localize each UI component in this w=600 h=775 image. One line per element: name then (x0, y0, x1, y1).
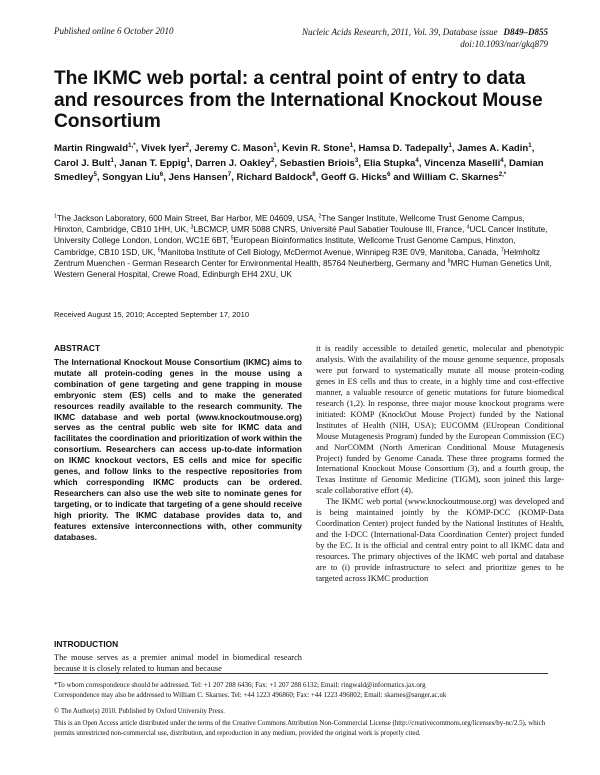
author-affiliation-mark: 7 (227, 171, 232, 178)
author-name: Richard Baldock (236, 172, 313, 184)
author-name: Elia Stupka (363, 157, 416, 169)
author-name: Carol J. Bult (54, 157, 111, 169)
author-affiliation-mark: 1 (349, 141, 354, 149)
abstract-heading: ABSTRACT (54, 343, 101, 353)
author-name: Darren J. Oakley (195, 157, 271, 169)
affiliation-number: 7 (500, 246, 504, 253)
affiliation-text: MRC Human Genetics Unit, Western General Hospital, Crewe Road, Edinburgh EH4 2XU, UK (54, 258, 552, 280)
right-column-text (316, 344, 564, 585)
author-affiliation-mark: 4 (415, 156, 419, 164)
copyright-line: © The Author(s) 2010. Published by Oxford University Press. (54, 708, 225, 715)
author-name: Damian Smedley (54, 157, 544, 184)
author-affiliation-mark: 1 (186, 156, 190, 164)
footnote-line: *To whom correspondence should be addressed. Tel: +1 207 288 6436; Fax: +1 207 288 6132; Email: ringwald@informatics.jax.org (54, 681, 426, 689)
author-affiliation-mark: 1 (528, 141, 532, 149)
author-name: Hamsa D. Tadepally (358, 143, 449, 154)
author-affiliation-mark: 1 (273, 141, 277, 149)
journal-name: Nucleic Acids Research, 2011, Vol. 39, Database issue (301, 27, 498, 37)
affiliation-number: 1 (54, 213, 57, 220)
publication-date: Published online 6 October 2010 (54, 26, 174, 36)
body-paragraph: The IKMC web portal (www.knockoutmouse.org) was developed and is being maintained jointly by the KOMP-DCC (KOMP-Data Coordination Center) project funded by the National Institutes of Health, and the I-DCC (International-Data Coordination Center) project funded by the EC. It is the official and central entry point to all IKMC data and resources. The primary objectives of the IKMC web portal and database are to (i) provide infrastructure to select and prioritize genes to be targeted across IKMC production (316, 497, 564, 584)
license-text: This is an Open Access article distributed under the terms of the Creative Commons Attribution Non-Commercial License (http://creativecommons.org/licenses/by-nc/2.5), which permits unrestricted non-commercial use, distribution, and reproduction in any medium, provided the original work is properly cited. (54, 720, 546, 737)
abstract-text: The International Knockout Mouse Consortium (IKMC) aims to mutate all protein-coding genes in the mouse using a combination of gene targeting and gene trapping in mouse embryonic stem (ES) cells and to make the generated resources readily available to the research community. The IKMC database and web portal (www.knockoutmouse.org) serves as the central public web site for IKMC data and facilitates the coordination and prioritization of work within the consortium. Researchers can access up-to-date information on IKMC knockout vectors, ES cells and mice for specific genes, and follow links to the respective repositories from which corresponding IKMC products can be ordered. Researchers can also use the web site to nominate genes for targeting, or to indicate that targeting of a gene should receive high priority. The IKMC database provides data to, and features extensive interconnections with, other community databases. (54, 357, 302, 542)
affiliation-number: 5 (230, 235, 234, 242)
author-name: Songyan Liu (102, 172, 160, 184)
author-affiliation-mark: 1,* (128, 141, 136, 149)
affiliation-number: 4 (466, 224, 470, 231)
affiliation-text: LBCMCP, UMR 5088 CNRS, Université Paul Sabatier Toulouse III, France, (193, 225, 467, 235)
author-affiliation-mark: 3 (354, 156, 359, 164)
page-range: D849–D855 (503, 27, 548, 37)
affiliation-number: 8 (447, 258, 451, 265)
author-name: Geoff G. Hicks (321, 172, 388, 184)
author-affiliation-mark: 2 (185, 141, 189, 149)
author-affiliation-mark: 2,* (498, 171, 507, 178)
affiliation-text: Helmholtz Zentrum Muenchen - German Research Center for Environmental Health, 85764 Neuherberg, Germany and (54, 247, 541, 268)
author-affiliation-mark: 8 (312, 171, 316, 178)
author-affiliation-mark: 5 (93, 171, 97, 178)
author-name: Janan T. Eppig (119, 157, 187, 169)
affiliation-text: European Bioinformatics Institute, Wellcome Trust Genome Campus, Hinxton, Cambridge, CB10 1SD, UK, (54, 236, 516, 257)
affiliation-text: Manitoba Institute of Cell Biology, McDermot Avenue, Winnipeg R3E 0V9, Manitoba, Canada, (160, 247, 501, 257)
author-affiliation-mark: 1 (448, 141, 452, 149)
author-affiliation-mark: 6 (387, 171, 391, 178)
footnote-divider (54, 673, 548, 674)
received-dates: Received August 15, 2010; Accepted September 17, 2010 (54, 310, 250, 319)
author-name: Martin Ringwald (54, 143, 129, 154)
doi: doi:10.1093/nar/gkq879 (460, 39, 548, 49)
author-name: James A. Kadin (457, 143, 529, 154)
introduction-paragraph: The mouse serves as a premier animal model in biomedical research because it is closely related to human and because (54, 653, 302, 673)
affiliation-number: 3 (190, 224, 194, 231)
author-name: Jeremy C. Mason (194, 143, 274, 154)
author-name: Jens Hansen (168, 172, 228, 184)
author-list: Martin Ringwald$^{1,*}$, Vivek Iyer$^2$, Jeremy C. Mason$^1$, Kevin R. Stone$^1$, Hamsa D. Tadepally$^1$, James A. Kadin$^1$, Carol J. Bult$^1$, Janan T. Eppig$^1$, Darren J. Oakley$^2$, Sebastien Briois$^3$, Elia Stupka$^4$, Vincenza Maselli$^4$, Damian Smedley$^5$, Songyan Liu$^6$, Jens Hansen$^7$, Richard Baldock$^8$, Geoff G. Hicks$^6$ and William C. Skarnes$^{2,*}$ (54, 141, 544, 184)
author-name: Sebastien Briois (279, 157, 355, 169)
author-affiliation-mark: 6 (159, 171, 164, 178)
affiliation-text: The Sanger Institute, Wellcome Trust Genome Campus, Hinxton, Cambridge, CB10 1HH, UK, (54, 214, 525, 235)
author-name: Vincenza Maselli (424, 157, 501, 169)
author-affiliation-mark: 4 (500, 156, 504, 164)
affiliation-number: 6 (157, 246, 161, 253)
affiliation-text: UCL Cancer Institute, University College London, London, WC1E 6BT, (54, 225, 548, 246)
copyright-notice (54, 707, 548, 739)
author-name: Kevin R. Stone (282, 143, 350, 154)
correspondence-footnotes (54, 680, 548, 701)
author-joiner: and (390, 172, 413, 184)
affiliation-text: The Jackson Laboratory, 600 Main Street, Bar Harbor, ME 04609, USA, (56, 214, 319, 223)
introduction-heading: INTRODUCTION (54, 639, 119, 649)
author-affiliation-mark: 2 (270, 156, 275, 164)
author-affiliation-mark: 1 (110, 156, 114, 164)
affiliation-number: 2 (318, 213, 322, 220)
footnote-line: Correspondence may also be addressed to William C. Skarnes. Tel: +44 1223 496860; Fax: +44 1223 496802; Email: skarnes@sanger.ac.uk (54, 691, 447, 700)
affiliations (54, 213, 554, 280)
author-name: William C. Skarnes (412, 172, 499, 184)
body-paragraph: it is readily accessible to detailed genetic, molecular and phenotypic analysis. With the availability of the mouse genome sequence, proposals were put forward to systematically mutate all mouse protein-coding genes in ES cells and thus to create, in a highly time and cost-effective manner, a valuable resource of genetic mutations for future biomedical research (1,2). In response, three major mouse knockout programs were initiated: KOMP (KnockOut Mouse Project) funded by the National Institutes of Health (NIH, USA); EUCOMM (EUropean Conditional Mouse Mutagenesis Program) funded by the European Commission (EC) and NorCOMM (North American Conditional Mouse Mutagenesis Project) funded by Genome Canada. These three programs formed the International Knockout Mouse Consortium (3), and a fourth group, the Texas Institute of Genomic Medicine (TIGM), soon joined this large-scale collaborative effort (4). (316, 344, 564, 496)
author-name: Vivek Iyer (140, 143, 186, 154)
journal-citation (270, 26, 548, 50)
paper-title: The IKMC web portal: a central point of entry to data and resources from the International Knockout Mouse Consortium (54, 68, 543, 132)
